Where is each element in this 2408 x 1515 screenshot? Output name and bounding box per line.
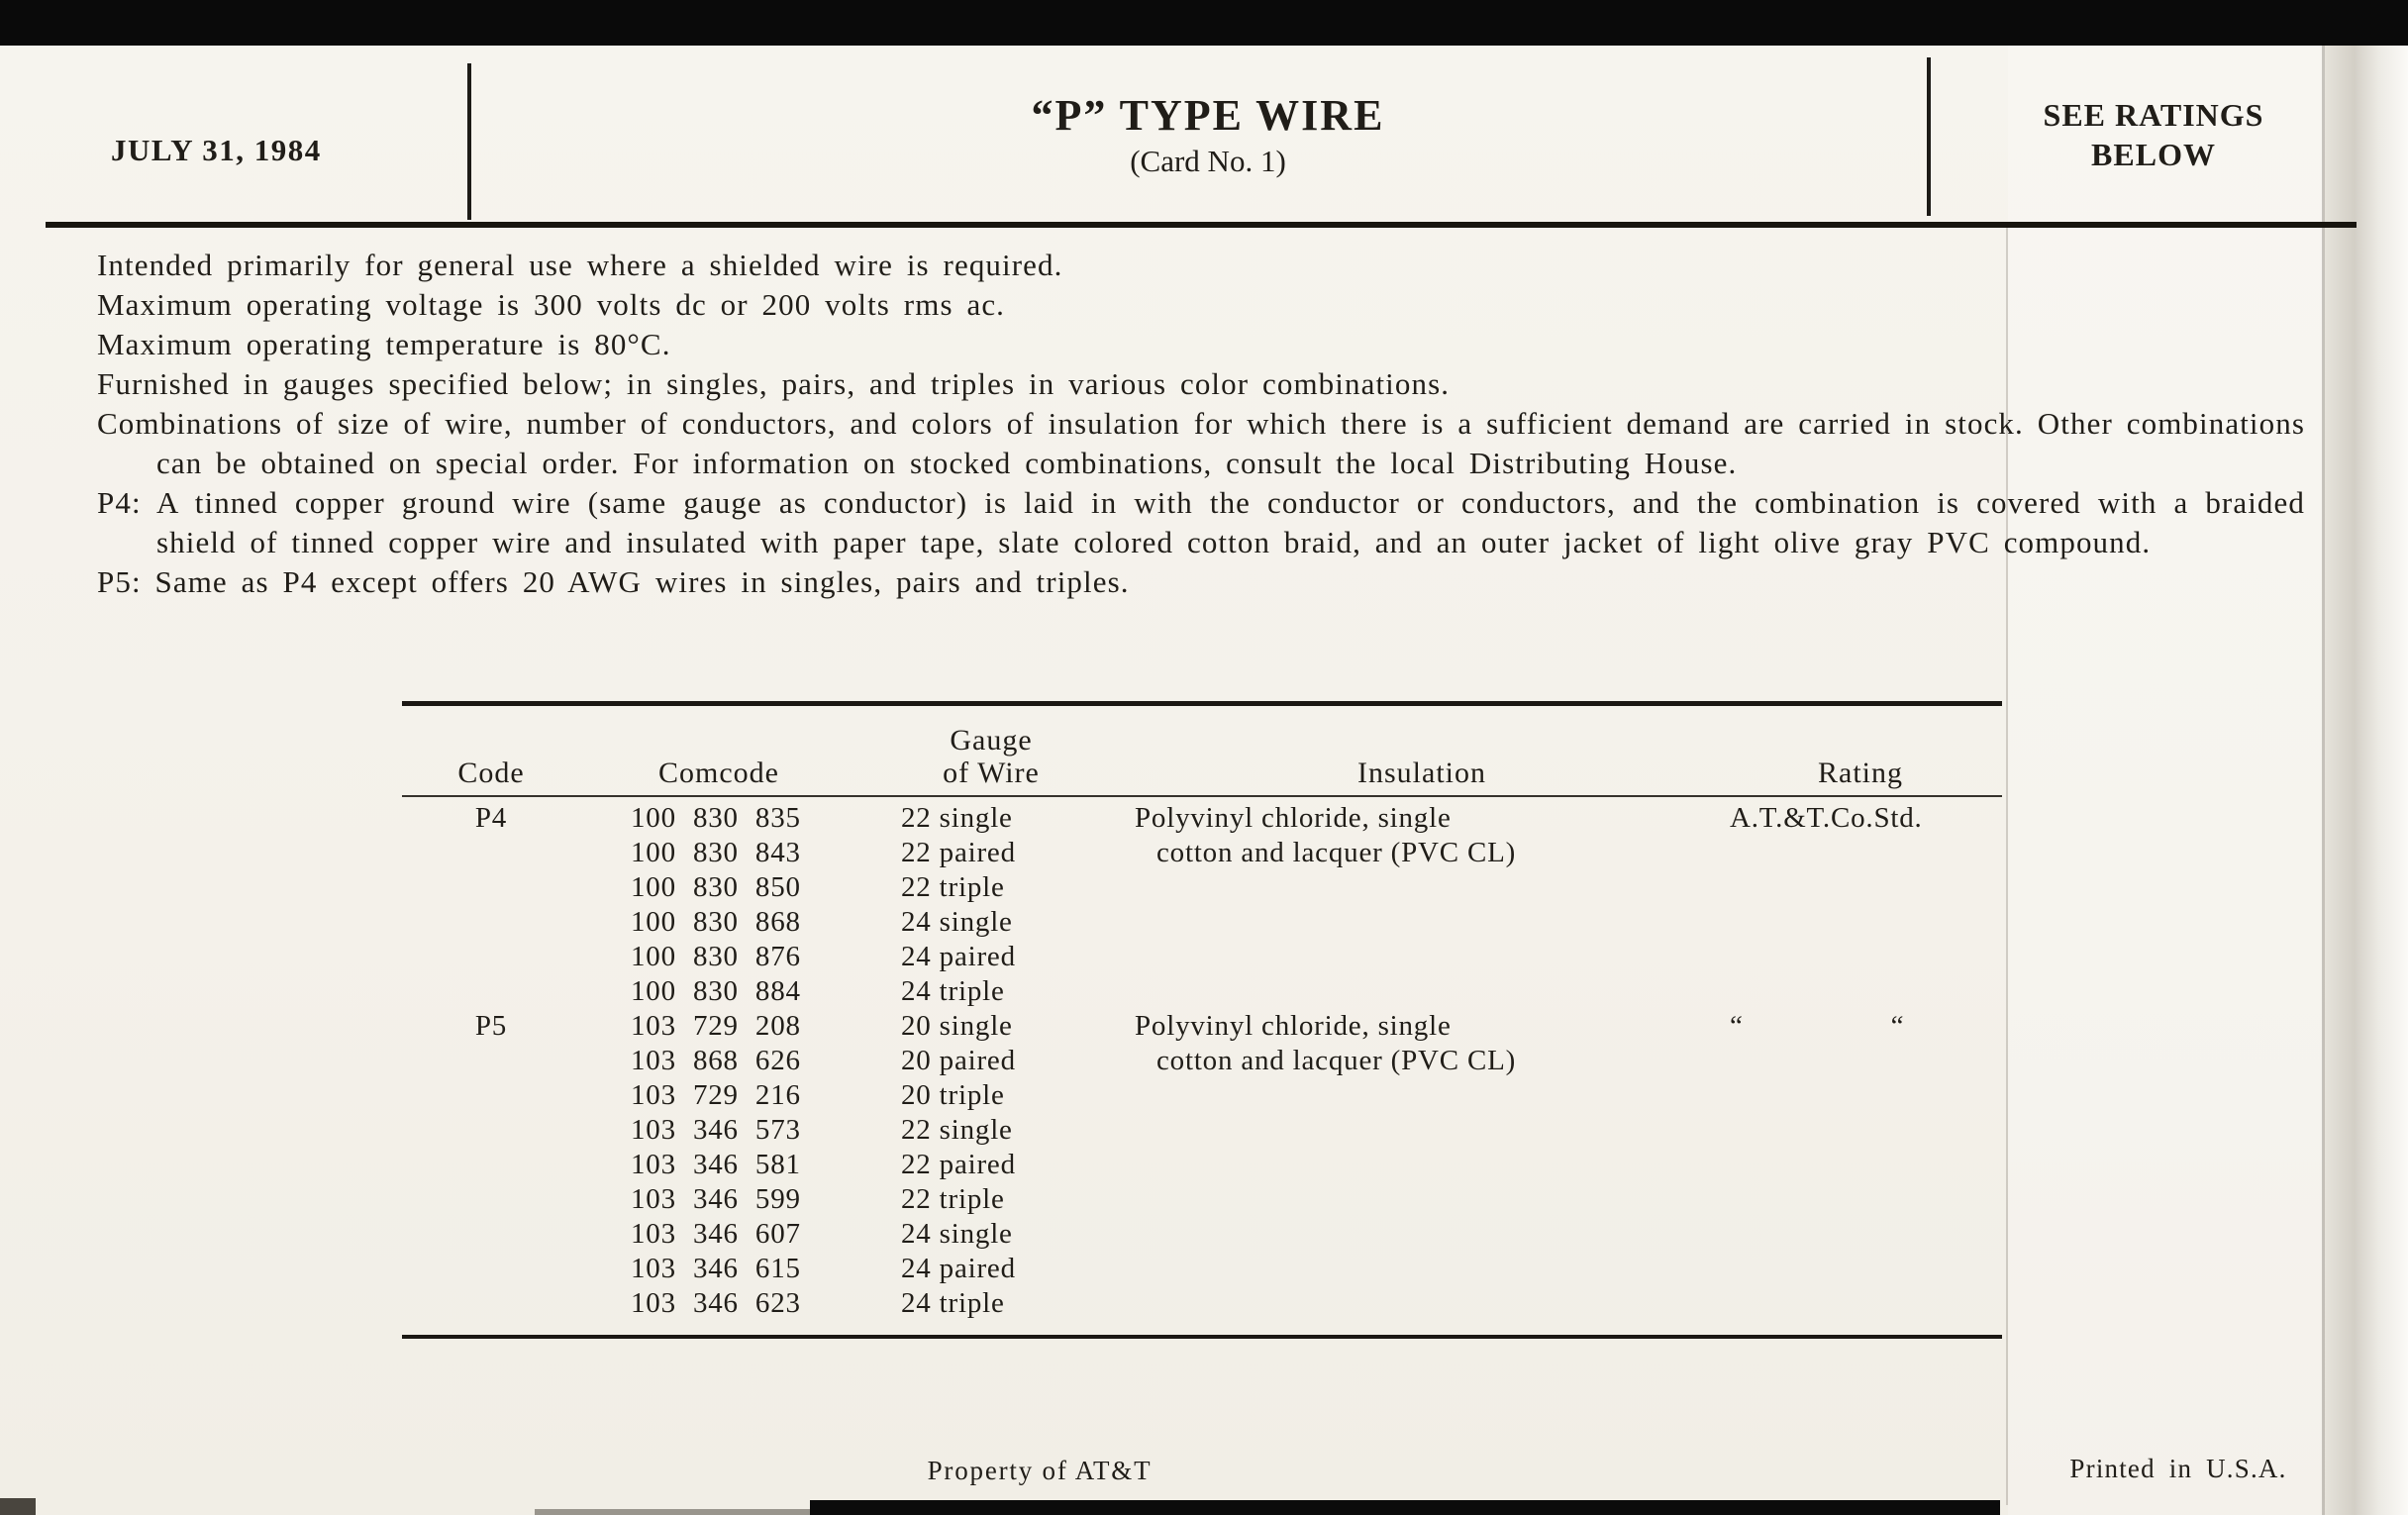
cell-gauge: 20 paired: [901, 1045, 1016, 1076]
cell-rating: [1719, 940, 2002, 974]
cell-rating: [1719, 1078, 2002, 1113]
cell-insulation: [1125, 974, 1719, 1009]
cell-rating: [1719, 974, 2002, 1009]
table-row: [402, 1078, 2002, 1113]
paragraph-label: P5:: [97, 564, 155, 599]
cell-code: [402, 836, 580, 870]
cell-comcode: 100 830 868: [631, 906, 801, 938]
ratings-note-line2: BELOW: [2091, 137, 2216, 172]
cell-code: [402, 1113, 580, 1148]
header-divider-left: [467, 63, 471, 220]
cell-rating: [1719, 1252, 2002, 1286]
cell-code: [402, 905, 580, 940]
cell-code: [402, 974, 580, 1009]
paragraph-text: Maximum operating temperature is 80°C.: [97, 327, 671, 361]
cell-insulation: [1125, 1078, 1719, 1113]
body-paragraph: [97, 325, 2305, 364]
footer-property-note: Property of AT&T: [927, 1456, 1153, 1485]
scan-artifact-corner-smudge: [0, 1498, 36, 1515]
cell-gauge: 22 single: [901, 1114, 1013, 1146]
column-header-gauge-line1: Gauge: [950, 724, 1033, 757]
footer-printed-note: Printed in U.S.A.: [2069, 1454, 2287, 1483]
body-paragraph-p4: [97, 483, 2305, 562]
document-title: “P” TYPE WIRE: [1031, 91, 1385, 140]
cell-insulation: Polyvinyl chloride, single: [1135, 802, 1452, 834]
paragraph-label: P4:: [97, 485, 156, 520]
cell-gauge: 20 triple: [901, 1079, 1005, 1111]
scan-artifact-bottom-bar: [810, 1500, 2000, 1515]
document-date: JULY 31, 1984: [111, 133, 322, 167]
paragraph-text: Combinations of size of wire, number of conductors, and colors of insulation for which there is a sufficient demand are carried in stock. Other combinations can be obtained on special order. For information on stocked combinations, consult the local Distributing House.: [97, 406, 2305, 480]
body-paragraph: [97, 285, 2305, 325]
column-header-comcode: Comcode: [658, 757, 779, 789]
cell-code: P5: [474, 1010, 508, 1042]
cell-insulation: [1125, 870, 1719, 905]
table-row: [402, 1009, 2002, 1044]
table-header-row: [402, 706, 2002, 797]
cell-code: [402, 1078, 580, 1113]
cell-comcode: 100 830 876: [631, 941, 801, 972]
cell-rating: [1719, 1148, 2002, 1182]
cell-gauge: 22 triple: [901, 871, 1005, 903]
table-row: [402, 836, 2002, 870]
cell-code: P4: [474, 802, 508, 834]
cell-insulation: [1125, 1286, 1719, 1321]
cell-gauge: 24 triple: [901, 975, 1005, 1007]
body-paragraph: [97, 404, 2305, 483]
cell-insulation: cotton and lacquer (PVC CL): [1156, 1045, 1517, 1076]
cell-gauge: 22 paired: [901, 837, 1016, 868]
cell-comcode: 103 346 573: [631, 1114, 801, 1146]
cell-rating: [1719, 836, 2002, 870]
cell-comcode: 100 830 850: [631, 871, 801, 903]
paragraph-text: Same as P4 except offers 20 AWG wires in singles, pairs and triples.: [154, 564, 1130, 599]
cell-insulation: Polyvinyl chloride, single: [1135, 1010, 1452, 1042]
cell-comcode: 103 729 216: [631, 1079, 801, 1111]
ratings-note: [1946, 95, 2361, 174]
cell-insulation: [1125, 1252, 1719, 1286]
cell-comcode: 103 346 623: [631, 1287, 801, 1319]
column-header-code: Code: [457, 757, 525, 789]
cell-rating: [1719, 1113, 2002, 1148]
cell-rating: [1719, 905, 2002, 940]
cell-rating: A.T.&T.Co.Std.: [1730, 802, 1923, 834]
table-row: [402, 870, 2002, 905]
body-copy: [97, 246, 2305, 602]
cell-gauge: 22 triple: [901, 1183, 1005, 1215]
paragraph-text: Furnished in gauges specified below; in singles, pairs, and triples in various color combinations.: [97, 366, 1451, 401]
card-edge-line: [2322, 46, 2325, 1515]
cell-comcode: 103 346 607: [631, 1218, 801, 1250]
cell-rating: [1719, 1044, 2002, 1078]
cell-gauge: 24 triple: [901, 1287, 1005, 1319]
column-header-rating: Rating: [1818, 757, 1903, 789]
header-rule: [46, 222, 2357, 228]
column-header-insulation: Insulation: [1357, 757, 1486, 789]
cell-rating: “ “: [1730, 1010, 1905, 1042]
table-row: [402, 974, 2002, 1009]
cell-insulation: [1125, 1217, 1719, 1252]
cell-insulation: [1125, 1182, 1719, 1217]
cell-rating: [1719, 1182, 2002, 1217]
cell-gauge: 24 paired: [901, 1253, 1016, 1284]
cell-gauge: 22 paired: [901, 1149, 1016, 1180]
cell-comcode: 100 830 835: [631, 802, 801, 834]
cell-gauge: 24 single: [901, 1218, 1013, 1250]
table-row: [402, 1252, 2002, 1286]
cell-rating: [1719, 1286, 2002, 1321]
cell-comcode: 103 868 626: [631, 1045, 801, 1076]
cell-code: [402, 870, 580, 905]
cell-comcode: 100 830 843: [631, 837, 801, 868]
table-row: [402, 1286, 2002, 1321]
cell-insulation: [1125, 905, 1719, 940]
table-row: [402, 905, 2002, 940]
table-row: [402, 1217, 2002, 1252]
cell-gauge: 24 paired: [901, 941, 1016, 972]
cell-gauge: 20 single: [901, 1010, 1013, 1042]
table-rows: [402, 797, 2002, 1335]
cell-insulation: [1125, 1148, 1719, 1182]
column-header-gauge-line2: of Wire: [943, 757, 1040, 789]
table-row: [402, 940, 2002, 974]
cell-insulation: cotton and lacquer (PVC CL): [1156, 837, 1517, 868]
cell-comcode: 103 346 599: [631, 1183, 801, 1215]
title-block: [871, 91, 1545, 179]
ratings-note-line1: SEE RATINGS: [2043, 97, 2264, 133]
cell-code: [402, 940, 580, 974]
body-paragraph: [97, 364, 2305, 404]
cell-comcode: 103 729 208: [631, 1010, 801, 1042]
column-header-gauge: [857, 724, 1125, 789]
paragraph-text: Intended primarily for general use where a shielded wire is required.: [97, 248, 1063, 282]
cell-code: [402, 1217, 580, 1252]
cell-code: [402, 1044, 580, 1078]
cell-insulation: [1125, 940, 1719, 974]
cell-code: [402, 1182, 580, 1217]
cell-code: [402, 1252, 580, 1286]
paragraph-text: Maximum operating voltage is 300 volts dc or 200 volts rms ac.: [97, 287, 1006, 322]
cell-comcode: 100 830 884: [631, 975, 801, 1007]
scan-artifact-top-bar: [0, 0, 2408, 46]
cell-gauge: 22 single: [901, 802, 1013, 834]
table-row: [402, 801, 2002, 836]
cell-comcode: 103 346 615: [631, 1253, 801, 1284]
cell-code: [402, 1286, 580, 1321]
cell-rating: [1719, 870, 2002, 905]
scan-artifact-bottom-gray: [535, 1509, 810, 1515]
table-row: [402, 1044, 2002, 1078]
paragraph-text: A tinned copper ground wire (same gauge as conductor) is laid in with the conductor or conductors, and the combination is covered with a braided shield of tinned copper wire and insulated with paper tape, slate colored cotton braid, and an outer jacket of light olive gray PVC compound.: [155, 485, 2305, 559]
cell-gauge: 24 single: [901, 906, 1013, 938]
spec-table: [402, 701, 2002, 1339]
document-subtitle: (Card No. 1): [1130, 144, 1286, 178]
table-row: [402, 1182, 2002, 1217]
cell-rating: [1719, 1217, 2002, 1252]
header-divider-right: [1927, 57, 1931, 216]
cell-code: [402, 1148, 580, 1182]
cell-comcode: 103 346 581: [631, 1149, 801, 1180]
table-row: [402, 1148, 2002, 1182]
body-paragraph-p5: [97, 562, 2305, 602]
body-paragraph: [97, 246, 2305, 285]
table-row: [402, 1113, 2002, 1148]
cell-insulation: [1125, 1113, 1719, 1148]
